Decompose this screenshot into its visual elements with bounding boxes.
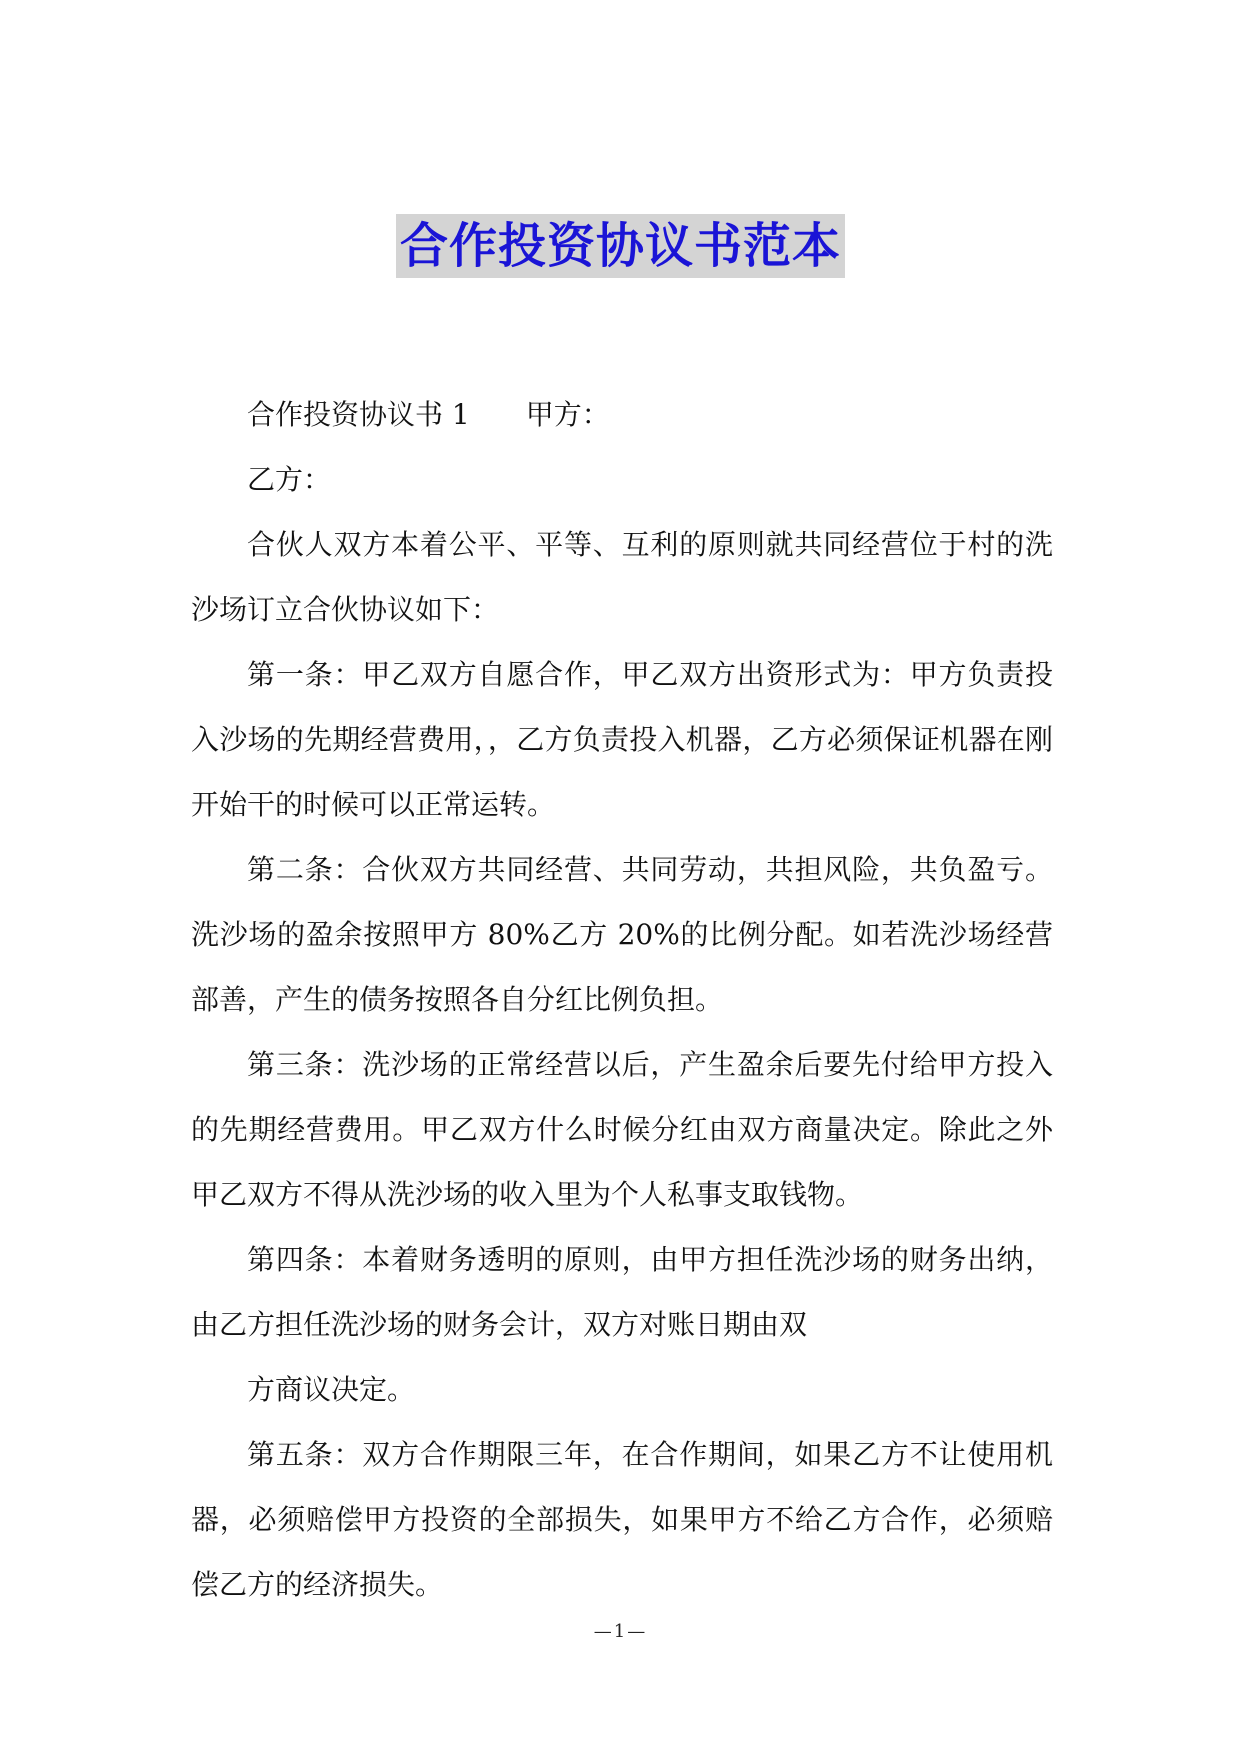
paragraph-article-3: 第三条：洗沙场的正常经营以后，产生盈余后要先付给甲方投入的先期经营费用。甲乙双方什么时候分红由双方商量决定。除此之外甲乙双方不得从洗沙场的收入里为个人私事支取钱物。 (191, 1048, 1053, 1211)
heading-line (191, 382, 1053, 447)
paragraph-intro: 合伙人双方本着公平、平等、互利的原则就共同经营位于村的洗沙场订立合伙协议如下： (191, 528, 1053, 626)
document-title: 合作投资协议书范本 (396, 214, 845, 278)
title-container (0, 214, 1241, 278)
page-number: —1— (593, 1621, 648, 1642)
paragraph-article-2: 第二条：合伙双方共同经营、共同劳动，共担风险，共负盈亏。洗沙场的盈余按照甲方 80%乙方 20%的比例分配。如若洗沙场经营部善，产生的债务按照各自分红比例负担。 (191, 853, 1053, 1016)
heading-line-left: 合作投资协议书 1 (247, 398, 470, 431)
paragraph-party-b: 乙方： (247, 463, 332, 496)
document-body (191, 382, 1053, 1617)
paragraph-article-4-continued: 方商议决定。 (247, 1373, 416, 1406)
heading-line-right: 甲方： (525, 398, 610, 431)
paragraph-article-5: 第五条：双方合作期限三年，在合作期间，如果乙方不让使用机器，必须赔偿甲方投资的全部损失，如果甲方不给乙方合作，必须赔偿乙方的经济损失。 (191, 1438, 1053, 1601)
paragraph-article-1: 第一条：甲乙双方自愿合作，甲乙双方出资形式为：甲方负责投入沙场的先期经营费用，，乙方负责投入机器，乙方必须保证机器在刚开始干的时候可以正常运转。 (191, 658, 1053, 821)
paragraph-article-4: 第四条：本着财务透明的原则，由甲方担任洗沙场的财务出纳，由乙方担任洗沙场的财务会计，双方对账日期由双 (191, 1243, 1053, 1341)
